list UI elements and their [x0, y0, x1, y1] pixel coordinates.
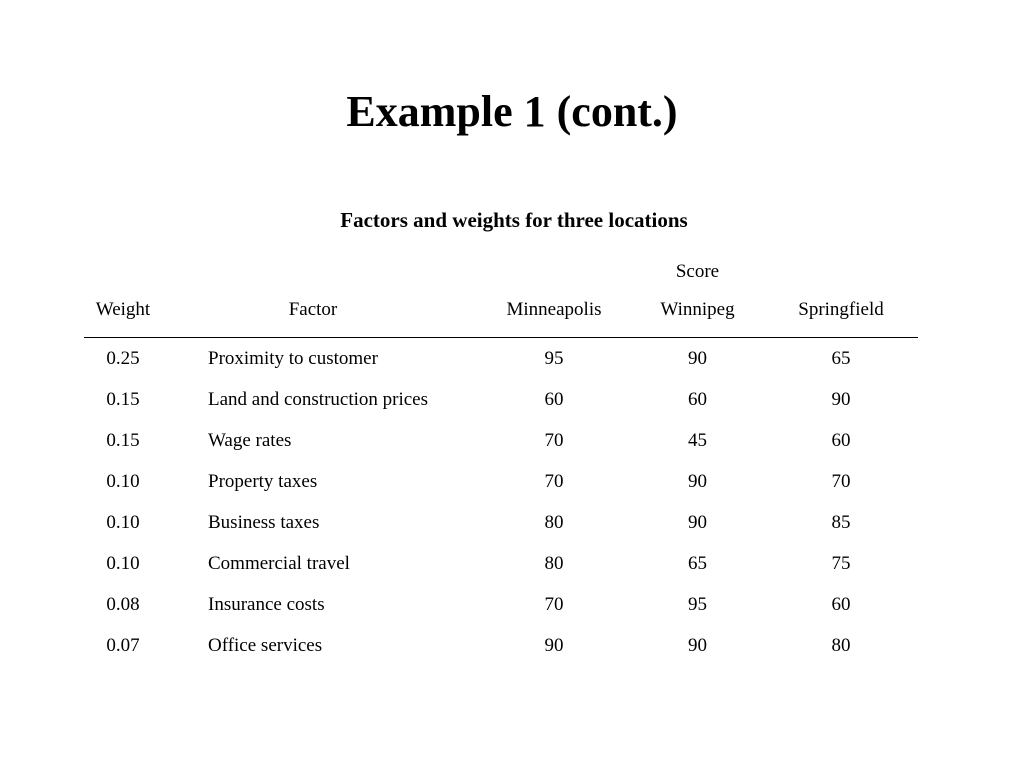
- cell-minneapolis: 70: [544, 471, 564, 492]
- table-row: [0, 510, 1024, 551]
- cell-winnipeg: 90: [688, 512, 707, 533]
- table-row: [0, 346, 1024, 387]
- table-body: [0, 346, 1024, 674]
- cell-factor: Land and construction prices: [208, 389, 429, 410]
- cell-weight: 0.15: [106, 430, 140, 451]
- table-row: [0, 633, 1024, 674]
- cell-springfield: 90: [831, 389, 851, 410]
- header-winnipeg: Winnipeg: [660, 299, 735, 320]
- slide-title: Example 1 (cont.): [346, 87, 678, 136]
- cell-winnipeg: 95: [688, 594, 707, 615]
- table-row: [0, 592, 1024, 633]
- header-minneapolis: Minneapolis: [506, 299, 602, 320]
- cell-minneapolis: 60: [544, 389, 564, 410]
- cell-factor: Wage rates: [208, 430, 292, 451]
- header-springfield: Springfield: [798, 299, 884, 320]
- cell-minneapolis: 70: [544, 430, 564, 451]
- cell-minneapolis: 90: [544, 635, 564, 656]
- cell-winnipeg: 60: [688, 389, 707, 410]
- cell-winnipeg: 90: [688, 635, 707, 656]
- cell-springfield: 70: [831, 471, 851, 492]
- table-header-row: [0, 297, 1024, 323]
- cell-factor: Property taxes: [208, 471, 318, 492]
- cell-minneapolis: 70: [544, 594, 564, 615]
- cell-weight: 0.10: [106, 512, 140, 533]
- header-rule: [84, 337, 918, 338]
- cell-minneapolis: 80: [544, 512, 564, 533]
- cell-factor: Commercial travel: [208, 553, 350, 574]
- cell-springfield: 85: [831, 512, 851, 533]
- header-weight: Weight: [95, 299, 151, 320]
- cell-factor: Office services: [208, 635, 323, 656]
- cell-springfield: 80: [831, 635, 851, 656]
- cell-springfield: 75: [831, 553, 851, 574]
- cell-factor: Business taxes: [208, 512, 320, 533]
- cell-factor: Insurance costs: [208, 594, 325, 615]
- cell-weight: 0.25: [106, 348, 140, 369]
- table-row: [0, 387, 1024, 428]
- score-group-header: Score: [675, 261, 720, 282]
- cell-minneapolis: 80: [544, 553, 564, 574]
- cell-weight: 0.07: [106, 635, 140, 656]
- cell-springfield: 60: [831, 594, 851, 615]
- cell-winnipeg: 90: [688, 348, 707, 369]
- table-row: [0, 428, 1024, 469]
- cell-weight: 0.08: [106, 594, 140, 615]
- table-row: [0, 551, 1024, 592]
- cell-factor: Proximity to customer: [208, 348, 378, 369]
- cell-minneapolis: 95: [544, 348, 564, 369]
- cell-weight: 0.10: [106, 553, 140, 574]
- cell-weight: 0.10: [106, 471, 140, 492]
- table-row: [0, 469, 1024, 510]
- table-caption: Factors and weights for three locations: [340, 208, 688, 232]
- cell-springfield: 60: [831, 430, 851, 451]
- cell-winnipeg: 90: [688, 471, 707, 492]
- cell-springfield: 65: [831, 348, 851, 369]
- cell-winnipeg: 65: [688, 553, 707, 574]
- cell-winnipeg: 45: [688, 430, 707, 451]
- header-factor: Factor: [288, 299, 338, 320]
- cell-weight: 0.15: [106, 389, 140, 410]
